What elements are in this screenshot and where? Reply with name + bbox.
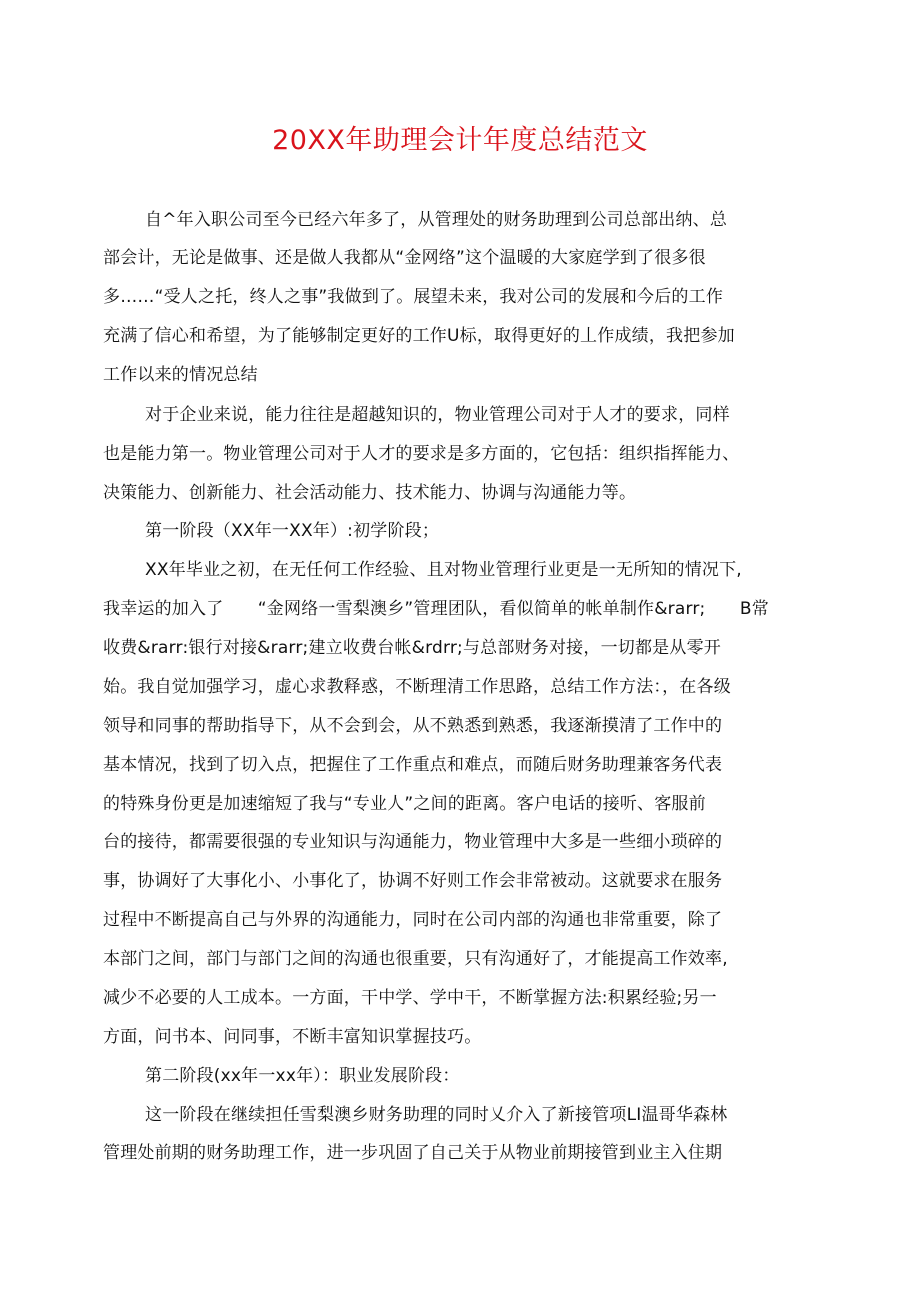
document-title: 20XX年助理会计年度总结范文 bbox=[272, 125, 648, 156]
paragraph-line: 部会计，无论是做事、还是做人我都从“金网络”这个温暖的大家庭学到了很多很 bbox=[103, 248, 706, 268]
paragraph-line: 收费&rarr:银行对接&rarr;建立收费台帐&rdrr;与总部财务对接，一切都是从零开 bbox=[103, 638, 721, 658]
paragraph-line: 本部门之间，部门与部门之间的沟通也很重要，只有沟通好了，才能提高工作效率, bbox=[103, 949, 728, 969]
paragraph-line: 工作以来的情况总结 bbox=[103, 365, 258, 385]
paragraph-line: 台的接待，都需要很强的专业知识与沟通能力，物业管理中大多是一些细小琐碎的 bbox=[103, 832, 723, 852]
paragraph-line: 这一阶段在继续担任雪梨澳乡财务助理的同时乂介入了新接管项LI温哥华森林 bbox=[145, 1105, 728, 1125]
paragraph-line: 减少不必要的人工成本。一方面，干中学、学中干，不断掌握方法:积累经验;另一 bbox=[103, 988, 717, 1008]
paragraph-line: 也是能力第一。物业管理公司对于人才的要求是多方面的，它包括：组织指挥能力、 bbox=[103, 444, 740, 464]
paragraph-line: 的特殊身份更是加速缩短了我与“专业人”之间的距离。客户电话的接听、客服前 bbox=[103, 794, 706, 814]
paragraph-line: 事，协调好了大事化小、小事化了，协调不好则工作会非常被动。这就要求在服务 bbox=[103, 871, 723, 891]
paragraph-line: 充满了信心和希望，为了能够制定更好的工作U标，取得更好的丄作成绩，我把参加 bbox=[103, 326, 735, 346]
paragraph-line: XX年毕业之初，在无任何工作经验、且对物业管理行业更是一无所知的情况下, bbox=[145, 560, 742, 580]
paragraph-line: 方面，问书本、问同事，不断丰富知识掌握技巧。 bbox=[103, 1027, 482, 1047]
paragraph-line: 管理处前期的财务助理工作，进一步巩固了自己关于从物业前期接管到业主入住期 bbox=[103, 1143, 723, 1163]
paragraph-line: 领导和同事的帮助指导下，从不会到会，从不熟悉到熟悉，我逐渐摸清了工作中的 bbox=[103, 716, 723, 736]
section-heading: 第二阶段(xx年一xx年）：职业发展阶段： bbox=[145, 1066, 460, 1086]
paragraph-line: 多……“受人之托，终人之事”我做到了。展望未来，我对公司的发展和今后的工作 bbox=[103, 287, 724, 307]
paragraph-line: 决策能力、创新能力、社会活动能力、技术能力、协调与沟通能力等。 bbox=[103, 483, 637, 503]
paragraph-line: 自^年入职公司至今已经六年多了，从管理处的财务助理到公司总部出纳、总 bbox=[145, 210, 728, 230]
section-heading: 第一阶段（XX年一XX年）:初学阶段； bbox=[145, 521, 440, 541]
paragraph-line: 我幸运的加入了 “金网络一雪梨澳乡”管理团队，看似简单的帐单制作&rarr; B常 bbox=[103, 599, 769, 619]
paragraph-line: 对于企业来说，能力往往是超越知识的，物业管理公司对于人才的要求，同样 bbox=[145, 405, 730, 425]
paragraph-line: 过程中不断提高自己与外界的沟通能力，同时在公司内部的沟通也非常重要，除了 bbox=[103, 910, 723, 930]
paragraph-line: 基本情况，找到了切入点，把握住了工作重点和难点，而随后财务助理兼客务代表 bbox=[103, 755, 723, 775]
paragraph-line: 始。我自觉加强学习，虚心求教释惑，不断理清工作思路，总结工作方法：，在各级 bbox=[103, 677, 731, 697]
